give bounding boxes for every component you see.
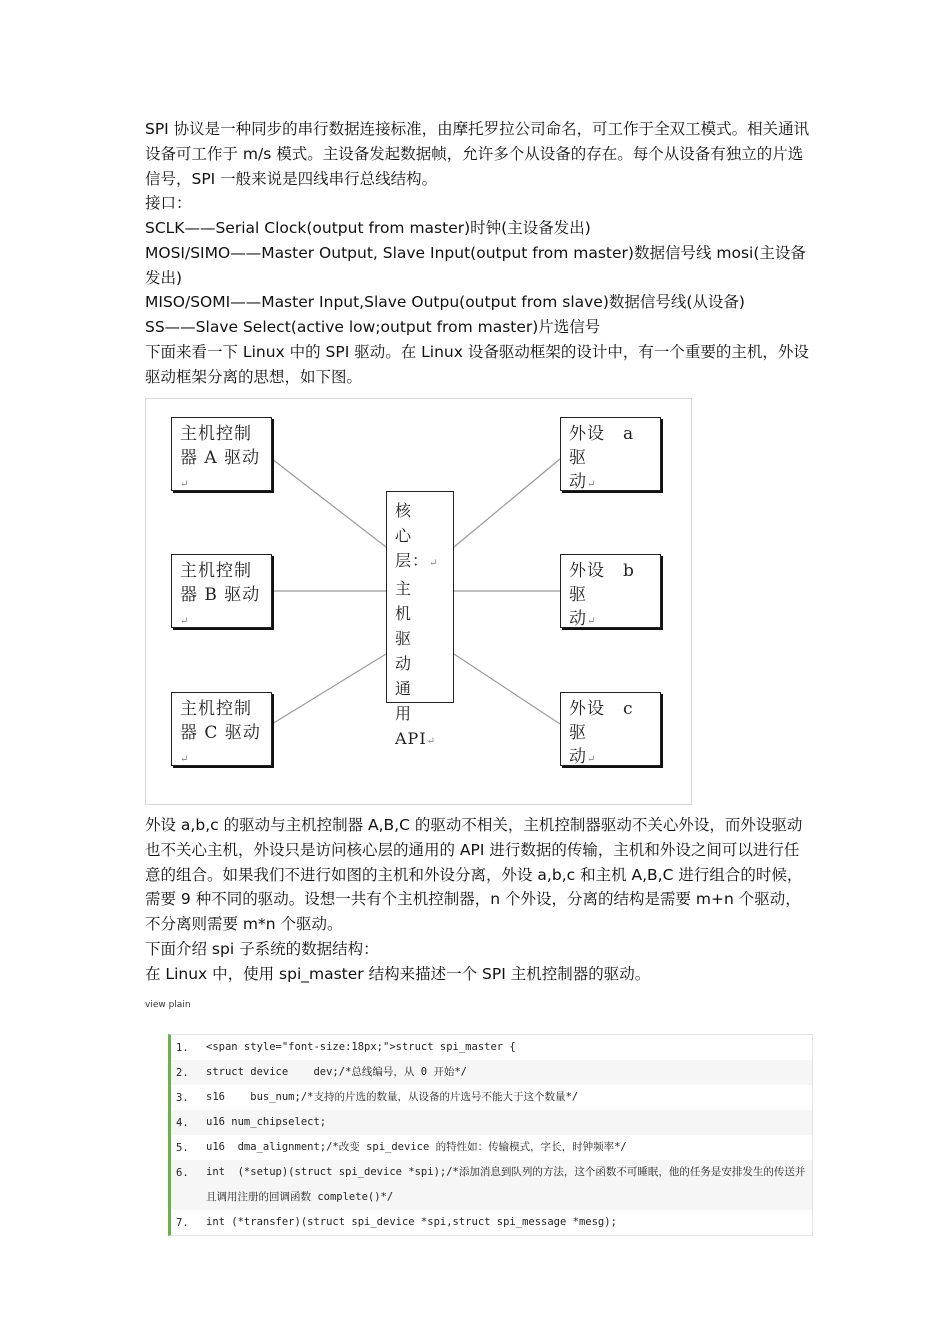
host-c-line1: 主机控制 xyxy=(180,699,252,719)
connector-periph-a xyxy=(454,459,560,547)
periph-a-line1: 外设 a 驱 xyxy=(569,424,653,468)
core-line-1: 核 心 xyxy=(395,501,430,545)
line-number: 3. xyxy=(176,1092,189,1104)
peripheral-c-box xyxy=(560,692,661,766)
host-controller-b-box xyxy=(171,554,272,628)
code-text: int (*setup)(struct spi_device *spi);/*添加消息到队列的方法，这个函数不可睡眠，他的任务是安排发生的传送并且调用注册的回调函数 complete()*/ xyxy=(206,1166,806,1203)
host-c-line2: 器 C 驱动 xyxy=(180,723,261,743)
return-mark: ↵ xyxy=(180,616,190,627)
host-controller-a-box xyxy=(171,417,272,491)
host-a-line2: 器 A 驱动 xyxy=(180,448,261,468)
host-b-line1: 主机控制 xyxy=(180,561,252,581)
return-mark: ↵ xyxy=(587,479,597,490)
return-mark: ↵ xyxy=(587,616,597,627)
line-number: 2. xyxy=(176,1067,189,1079)
ss-line: SS——Slave Select(active low;output from master)片选信号 xyxy=(145,318,601,336)
core-line-3: 主 机 xyxy=(395,579,430,623)
peripheral-b-box xyxy=(560,554,661,628)
intro-paragraph: SPI 协议是一种同步的串行数据连接标准，由摩托罗拉公司命名，可工作于全双工模式。相关通讯设备可工作于 m/s 模式。主设备发起数据帧，允许多个从设备的存在。每个从设备有独立的片选信号，SPI 一般来说是四线串行总线结构。 xyxy=(145,120,810,188)
periph-c-line1: 外设 c 驱 xyxy=(569,699,652,743)
core-line-5: 通 用 xyxy=(395,679,430,723)
line-number: 1. xyxy=(176,1042,189,1054)
line-number: 5. xyxy=(176,1142,189,1154)
code-line xyxy=(171,1210,812,1235)
connector-host-c xyxy=(272,654,386,724)
core-line-6: API xyxy=(395,729,427,748)
code-text: u16 num_chipselect; xyxy=(206,1116,327,1128)
spi-master-intro: 在 Linux 中，使用 spi_master 结构来描述一个 SPI 主机控制器的驱动。 xyxy=(145,965,651,983)
core-line-2: 层： xyxy=(395,551,430,570)
host-b-line2: 器 B 驱动 xyxy=(180,585,261,605)
linux-spi-intro: 下面来看一下 Linux 中的 SPI 驱动。在 Linux 设备驱动框架的设计中，有一个重要的主机，外设驱动框架分离的思想，如下图。 xyxy=(145,343,809,386)
interface-heading: 接口： xyxy=(145,194,192,212)
connector-periph-c xyxy=(454,654,560,724)
code-text: u16 dma_alignment;/*改变 spi_device 的特性如：传输模式，字长，时钟频率*/ xyxy=(206,1141,627,1153)
periph-a-line2: 动 xyxy=(569,472,587,492)
return-mark: ↵ xyxy=(426,736,437,747)
return-mark: ↵ xyxy=(587,754,597,765)
spi-architecture-diagram xyxy=(145,398,692,805)
core-layer-box xyxy=(386,491,454,748)
decoupling-paragraph: 外设 a,b,c 的驱动与主机控制器 A,B,C 的驱动不相关，主机控制器驱动不关心外设，而外设驱动也不关心主机，外设只是访问核心层的通用的 API 进行数据的传输，主机和外设之间可以进行任意的组合。如果我们不进行如图的主机和外设分离，外设 a,b,c 和主机 A,B,C 进行组合的时候，需要 9 种不同的驱动。设想一共有个主机控制器，n 个外设，分离的结构是需要 m+n 个驱动，不分离则需要 m*n 个驱动。 xyxy=(145,816,803,934)
view-plain-link[interactable]: view plain xyxy=(145,1000,191,1010)
code-text: int (*transfer)(struct spi_device *spi,struct spi_message *mesg); xyxy=(206,1216,617,1228)
miso-line: MISO/SOMI——Master Input,Slave Outpu(output from slave)数据信号线(从设备) xyxy=(145,293,745,311)
periph-b-line2: 动 xyxy=(569,609,587,629)
code-text: struct device dev;/*总线编号，从 0 开始*/ xyxy=(206,1066,468,1078)
host-a-line1: 主机控制 xyxy=(180,424,252,444)
code-text: <span style="font-size:18px;">struct spi_master { xyxy=(206,1041,516,1053)
data-structure-heading: 下面介绍 spi 子系统的数据结构： xyxy=(145,940,379,958)
line-number: 7. xyxy=(176,1217,189,1229)
mosi-line: MOSI/SIMO——Master Output, Slave Input(output from master)数据信号线 mosi(主设备发出) xyxy=(145,244,806,287)
sclk-line: SCLK——Serial Clock(output from master)时钟(主设备发出) xyxy=(145,219,591,237)
peripheral-a-box xyxy=(560,417,661,491)
return-mark: ↵ xyxy=(429,558,439,569)
host-controller-c-box xyxy=(171,692,272,766)
return-mark: ↵ xyxy=(180,479,190,490)
return-mark: ↵ xyxy=(180,754,190,765)
periph-b-line1: 外设 b 驱 xyxy=(569,561,653,605)
line-number: 4. xyxy=(176,1117,189,1129)
code-listing xyxy=(168,1034,813,1236)
core-line-4: 驱 动 xyxy=(395,629,430,673)
code-text: s16 bus_num;/*支持的片选的数量，从设备的片选号不能大于这个数量*/ xyxy=(206,1091,579,1103)
periph-c-line2: 动 xyxy=(569,747,587,767)
line-number: 6. xyxy=(176,1167,189,1179)
connector-host-a xyxy=(272,459,386,547)
